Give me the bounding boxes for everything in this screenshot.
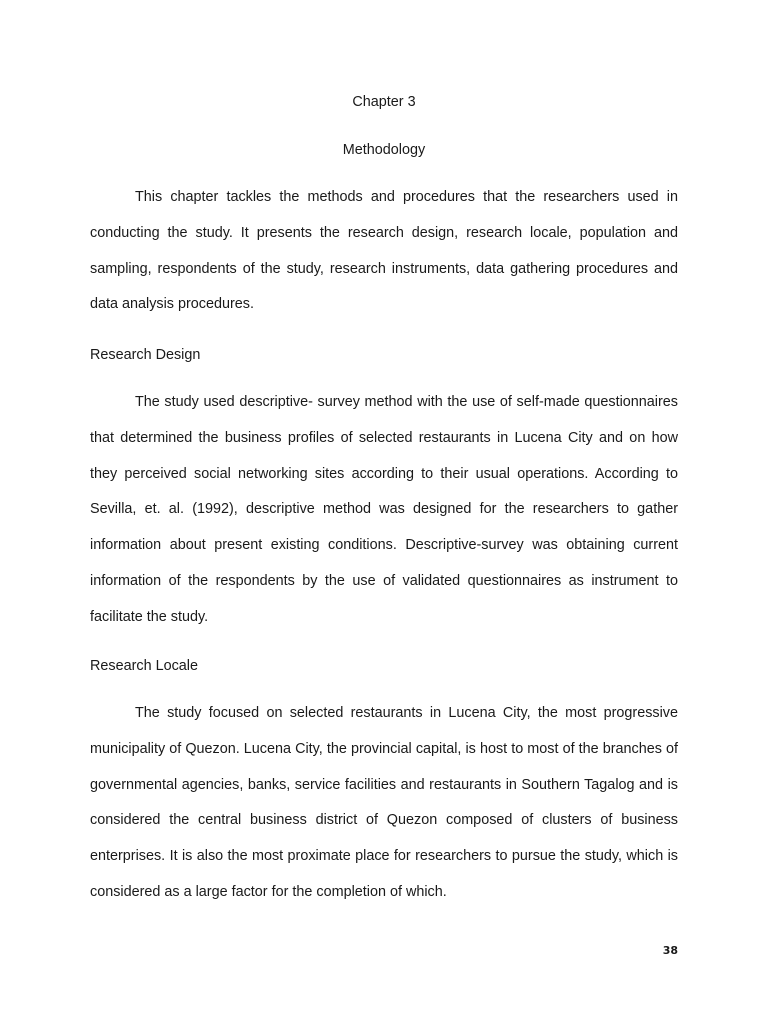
section-body-research-locale: The study focused on selected restaurants in Lucena City, the most progressive municipality of Quezon. Lucena City, the provincial capital, is host to most of the branches of governmental agencies, banks, service facilities and restaurants in Southern Tagalog and is considered the central business district of Quezon composed of clusters of business enterprises. It is also the most proximate place for researchers to pursue the study, which is considered as a large factor for the completion of which. [90, 705, 678, 900]
intro-paragraph: This chapter tackles the methods and procedures that the researchers used in conducting the study. It presents the research design, research locale, population and sampling, respondents of the study, research instruments, data gathering procedures and data analysis procedures. [90, 189, 678, 313]
section-heading-research-design: Research Design [90, 347, 201, 363]
page-number: 38 [662, 944, 678, 957]
section-heading-research-locale: Research Locale [90, 658, 198, 674]
section-body-research-design: The study used descriptive- survey method with the use of self-made questionnaires that determined the business profiles of selected restaurants in Lucena City and on how they perceived social networking sites according to their usual operations. According to Sevilla, et. al. (1992), descriptive method was designed for the researchers to gather information about present existing conditions. Descriptive-survey was obtaining current information of the respondents by the use of validated questionnaires as instrument to facilitate the study. [90, 394, 678, 625]
chapter-label: Chapter 3 [352, 94, 416, 110]
chapter-title: Methodology [342, 142, 426, 158]
